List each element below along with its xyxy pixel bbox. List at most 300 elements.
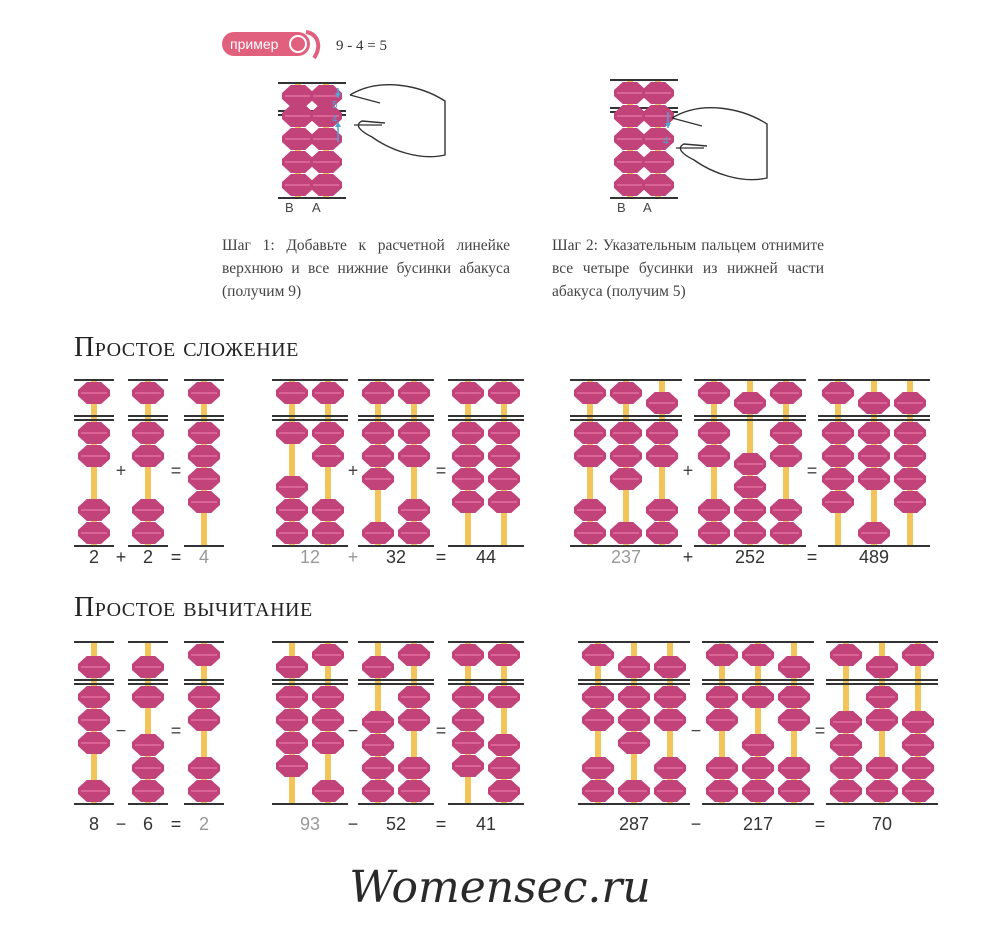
bead xyxy=(132,686,164,708)
bead xyxy=(858,468,890,490)
abacus-top-frame xyxy=(818,379,930,381)
bead xyxy=(734,392,766,414)
bead xyxy=(398,757,430,779)
bead xyxy=(362,711,394,733)
example-badge-label: пример xyxy=(230,36,279,52)
bead xyxy=(734,453,766,475)
bead xyxy=(452,468,484,490)
finger-outline xyxy=(350,95,382,125)
bead xyxy=(706,686,738,708)
bead xyxy=(902,711,934,733)
bead xyxy=(78,445,110,467)
bead xyxy=(902,757,934,779)
equation-part: = xyxy=(170,814,182,834)
abacus-top-frame xyxy=(272,641,348,643)
bead xyxy=(276,732,308,754)
subtraction-section-title: Простое вычитание xyxy=(74,592,313,623)
bead xyxy=(362,522,394,544)
bead xyxy=(282,105,314,127)
bead xyxy=(894,491,926,513)
abacus-beam xyxy=(128,415,168,417)
abacus-beam xyxy=(272,419,348,421)
bead xyxy=(312,780,344,802)
equation-part: 93 xyxy=(299,814,321,834)
bead xyxy=(312,382,344,404)
equation-part: 287 xyxy=(618,814,650,834)
column-label-b: B xyxy=(285,200,294,215)
bead xyxy=(742,734,774,756)
bead xyxy=(312,422,344,444)
bead xyxy=(706,780,738,802)
abacus-beam xyxy=(826,679,938,681)
bead xyxy=(706,757,738,779)
bead xyxy=(452,422,484,444)
abacus-top-frame xyxy=(702,641,814,643)
bead xyxy=(132,734,164,756)
abacus-bottom-frame xyxy=(578,803,690,805)
equals-sign: = xyxy=(814,720,826,741)
bead xyxy=(894,445,926,467)
abacus-top-frame xyxy=(128,379,168,381)
bead xyxy=(78,709,110,731)
abacus-beam xyxy=(578,679,690,681)
bead xyxy=(858,422,890,444)
abacus-beam xyxy=(74,683,114,685)
abacus-beam xyxy=(578,683,690,685)
bead xyxy=(614,128,646,150)
bead xyxy=(646,422,678,444)
abacus-beam xyxy=(570,415,682,417)
bead xyxy=(312,709,344,731)
bead xyxy=(618,780,650,802)
bead xyxy=(866,709,898,731)
bead xyxy=(618,656,650,678)
bead xyxy=(488,686,520,708)
bead xyxy=(78,780,110,802)
step-1-text: Шаг 1: Добавьте к расчетной линейке верхнюю и все нижние бусинки абакуса (получим 9) xyxy=(222,237,510,300)
abacus-beam xyxy=(184,419,224,421)
addition-section-title: Простое сложение xyxy=(74,332,299,363)
bead xyxy=(610,445,642,467)
bead xyxy=(642,82,674,104)
bead xyxy=(734,476,766,498)
bead xyxy=(398,709,430,731)
column-label-b-step2: B xyxy=(617,200,626,215)
bead xyxy=(276,656,308,678)
bead xyxy=(312,644,344,666)
bead xyxy=(698,445,730,467)
bead xyxy=(698,522,730,544)
bead xyxy=(362,656,394,678)
bead xyxy=(398,780,430,802)
bead xyxy=(734,522,766,544)
bead xyxy=(276,382,308,404)
watermark: Womensec.ru xyxy=(349,862,651,913)
bead xyxy=(188,445,220,467)
hand-outline xyxy=(350,85,445,157)
abacus-top-frame xyxy=(184,379,224,381)
bead xyxy=(312,686,344,708)
bead xyxy=(642,174,674,196)
bead xyxy=(610,522,642,544)
abacus-beam xyxy=(694,415,806,417)
abacus-bottom-frame xyxy=(358,803,434,805)
bead xyxy=(646,522,678,544)
bead xyxy=(78,732,110,754)
abacus-top-frame xyxy=(448,641,524,643)
equals-sign: = xyxy=(435,460,447,481)
bead xyxy=(276,686,308,708)
abacus-top-frame xyxy=(272,379,348,381)
bead xyxy=(78,656,110,678)
bead xyxy=(488,468,520,490)
abacus-top-frame xyxy=(128,641,168,643)
abacus-beam xyxy=(702,679,814,681)
bead xyxy=(894,422,926,444)
bead xyxy=(574,445,606,467)
abacus-top-frame xyxy=(610,79,678,81)
bead xyxy=(582,780,614,802)
bead xyxy=(488,382,520,404)
bead xyxy=(698,382,730,404)
abacus-top-frame xyxy=(74,641,114,643)
abacus-rod xyxy=(289,380,295,546)
hand-step-1 xyxy=(350,85,445,157)
abacus-beam xyxy=(184,683,224,685)
abacus-beam xyxy=(184,415,224,417)
abacus-beam xyxy=(128,683,168,685)
abacus-beam xyxy=(448,683,524,685)
abacus-beam xyxy=(358,419,434,421)
bead xyxy=(646,445,678,467)
abacus-beam xyxy=(448,679,524,681)
bead xyxy=(310,128,342,150)
bead xyxy=(452,382,484,404)
bead xyxy=(452,709,484,731)
abacus-beam xyxy=(818,415,930,417)
bead xyxy=(78,499,110,521)
bead xyxy=(276,422,308,444)
equals-sign: = xyxy=(806,460,818,481)
hand-step-2 xyxy=(672,108,767,180)
bead xyxy=(830,780,862,802)
abacus-bottom-frame xyxy=(448,803,524,805)
equation-part: 217 xyxy=(742,814,774,834)
bead xyxy=(398,644,430,666)
equation-part: 252 xyxy=(734,547,766,567)
bead xyxy=(188,686,220,708)
bead xyxy=(282,151,314,173)
bead xyxy=(132,656,164,678)
finger-outline xyxy=(672,118,704,148)
bead xyxy=(742,686,774,708)
bead xyxy=(488,445,520,467)
bead xyxy=(894,468,926,490)
bead xyxy=(654,709,686,731)
abacus-beam xyxy=(448,419,524,421)
bead xyxy=(132,757,164,779)
bead xyxy=(582,686,614,708)
abacus-rod xyxy=(755,642,761,804)
bead xyxy=(610,422,642,444)
bead xyxy=(132,522,164,544)
bead xyxy=(574,422,606,444)
bead xyxy=(488,644,520,666)
bead xyxy=(642,151,674,173)
abacus-beam xyxy=(272,415,348,417)
abacus-top-frame xyxy=(826,641,938,643)
operator-sign: − xyxy=(690,720,702,741)
abacus-bottom-frame xyxy=(184,803,224,805)
bead xyxy=(398,445,430,467)
bead xyxy=(132,445,164,467)
hand-outline xyxy=(672,108,767,180)
equation-part: 12 xyxy=(299,547,321,567)
bead xyxy=(282,128,314,150)
bead xyxy=(188,491,220,513)
equation-part: 6 xyxy=(142,814,154,834)
bead xyxy=(188,644,220,666)
bead xyxy=(276,709,308,731)
bead xyxy=(276,476,308,498)
bead xyxy=(188,757,220,779)
bead xyxy=(488,780,520,802)
operator-sign: − xyxy=(347,720,359,741)
bead xyxy=(858,522,890,544)
bead xyxy=(78,686,110,708)
bead xyxy=(452,644,484,666)
bead xyxy=(362,445,394,467)
bead xyxy=(614,151,646,173)
equation-part: + xyxy=(115,547,127,567)
bead xyxy=(574,382,606,404)
bead xyxy=(398,382,430,404)
bead xyxy=(452,445,484,467)
bead xyxy=(642,128,674,150)
bead xyxy=(902,780,934,802)
bead xyxy=(282,85,314,107)
bead xyxy=(614,82,646,104)
bead xyxy=(276,499,308,521)
bead xyxy=(822,445,854,467)
abacus-beam xyxy=(272,683,348,685)
bead xyxy=(646,392,678,414)
bead xyxy=(866,757,898,779)
example-badge xyxy=(222,32,322,58)
equation-part: 2 xyxy=(88,547,100,567)
bead xyxy=(698,422,730,444)
bead xyxy=(822,491,854,513)
bead xyxy=(770,445,802,467)
bead xyxy=(778,780,810,802)
bead xyxy=(902,644,934,666)
abacus-beam xyxy=(358,415,434,417)
abacus-top-frame xyxy=(578,641,690,643)
bead xyxy=(742,780,774,802)
abacus-bottom-frame xyxy=(278,197,346,199)
abacus-top-frame xyxy=(694,379,806,381)
abacus-top-frame xyxy=(448,379,524,381)
bead xyxy=(830,734,862,756)
bead xyxy=(894,392,926,414)
abacus-bottom-frame xyxy=(272,803,348,805)
bead xyxy=(742,644,774,666)
bead xyxy=(188,780,220,802)
bead xyxy=(132,422,164,444)
bead xyxy=(706,644,738,666)
bead xyxy=(132,780,164,802)
operator-sign: + xyxy=(115,460,127,481)
abacus-beam xyxy=(74,415,114,417)
abacus-beam xyxy=(702,683,814,685)
abacus-bottom-frame xyxy=(826,803,938,805)
bead xyxy=(362,780,394,802)
abacus-top-frame xyxy=(184,641,224,643)
equation-part: − xyxy=(115,814,127,834)
equation-part: = xyxy=(806,547,818,567)
operator-sign: + xyxy=(682,460,694,481)
bead xyxy=(398,686,430,708)
equation-part: 2 xyxy=(198,814,210,834)
bead xyxy=(132,499,164,521)
bead xyxy=(866,780,898,802)
abacus-top-frame xyxy=(358,641,434,643)
bead xyxy=(452,686,484,708)
bead xyxy=(132,382,164,404)
abacus-beam xyxy=(74,419,114,421)
equation-part: + xyxy=(682,547,694,567)
abacus-bottom-frame xyxy=(128,803,168,805)
abacus-beam xyxy=(184,679,224,681)
bead xyxy=(362,422,394,444)
bead xyxy=(312,445,344,467)
bead xyxy=(770,499,802,521)
bead xyxy=(858,445,890,467)
bead xyxy=(362,468,394,490)
bead xyxy=(312,732,344,754)
equation-part: 4 xyxy=(198,547,210,567)
equation-part: 2 xyxy=(142,547,154,567)
equation-part: = xyxy=(435,814,447,834)
bead xyxy=(362,757,394,779)
abacus-beam xyxy=(128,419,168,421)
abacus-top-frame xyxy=(358,379,434,381)
bead xyxy=(902,734,934,756)
equals-sign: = xyxy=(170,460,182,481)
bead xyxy=(276,755,308,777)
bead xyxy=(276,522,308,544)
arrow-label-step2: 4 xyxy=(663,136,669,147)
equation-part: + xyxy=(347,547,359,567)
bead xyxy=(770,422,802,444)
bead xyxy=(618,732,650,754)
bead xyxy=(618,709,650,731)
bead xyxy=(778,656,810,678)
bead xyxy=(778,709,810,731)
bead xyxy=(452,732,484,754)
bead xyxy=(654,757,686,779)
bead xyxy=(734,499,766,521)
operator-sign: − xyxy=(115,720,127,741)
bead xyxy=(398,522,430,544)
bead xyxy=(574,522,606,544)
bead xyxy=(770,382,802,404)
abacus-beam xyxy=(74,679,114,681)
equation-part: 8 xyxy=(88,814,100,834)
abacus-top-frame xyxy=(74,379,114,381)
abacus-beam xyxy=(818,419,930,421)
equation-part: 41 xyxy=(475,814,497,834)
equation-part: = xyxy=(435,547,447,567)
bead xyxy=(312,499,344,521)
bead xyxy=(362,382,394,404)
equation-part: − xyxy=(690,814,702,834)
bead xyxy=(582,757,614,779)
bead xyxy=(610,468,642,490)
bead xyxy=(618,686,650,708)
bead xyxy=(452,755,484,777)
bead xyxy=(310,151,342,173)
equation-part: 44 xyxy=(475,547,497,567)
abacus-bottom-frame xyxy=(702,803,814,805)
bead xyxy=(778,686,810,708)
abacus-beam xyxy=(358,683,434,685)
arrow-label-top: 5 xyxy=(332,100,338,111)
bead xyxy=(654,656,686,678)
abacus-beam xyxy=(826,683,938,685)
equation-part: 70 xyxy=(871,814,893,834)
bead xyxy=(866,686,898,708)
arrow-label-bottom: 4 xyxy=(332,114,338,125)
bead xyxy=(488,491,520,513)
abacus-beam xyxy=(358,679,434,681)
bead xyxy=(188,468,220,490)
abacus-bottom-frame xyxy=(74,803,114,805)
abacus-rod xyxy=(501,642,507,804)
bead xyxy=(822,422,854,444)
abacus-beam xyxy=(570,419,682,421)
bead xyxy=(362,734,394,756)
bead xyxy=(78,382,110,404)
bead xyxy=(282,174,314,196)
bead xyxy=(858,392,890,414)
bead xyxy=(488,422,520,444)
bead xyxy=(310,174,342,196)
bead xyxy=(830,644,862,666)
bead xyxy=(488,757,520,779)
bead xyxy=(614,174,646,196)
step-2-text: Шаг 2: Указательным пальцем отнимите все четыре бусинки из нижней части абакуса (получим 5) xyxy=(552,237,824,300)
abacus-beam xyxy=(448,415,524,417)
bead xyxy=(830,711,862,733)
equals-sign: = xyxy=(170,720,182,741)
operator-sign: + xyxy=(347,460,359,481)
bead xyxy=(398,499,430,521)
abacus-bottom-frame xyxy=(610,197,678,199)
equation-part: = xyxy=(814,814,826,834)
bead xyxy=(452,491,484,513)
bead xyxy=(866,656,898,678)
example-equation: 9 - 4 = 5 xyxy=(336,38,387,54)
abacus-top-frame xyxy=(278,82,346,84)
bead xyxy=(778,757,810,779)
bead xyxy=(398,422,430,444)
equation-part: = xyxy=(170,547,182,567)
bead xyxy=(312,522,344,544)
bead xyxy=(770,522,802,544)
bead xyxy=(188,709,220,731)
bead xyxy=(78,522,110,544)
